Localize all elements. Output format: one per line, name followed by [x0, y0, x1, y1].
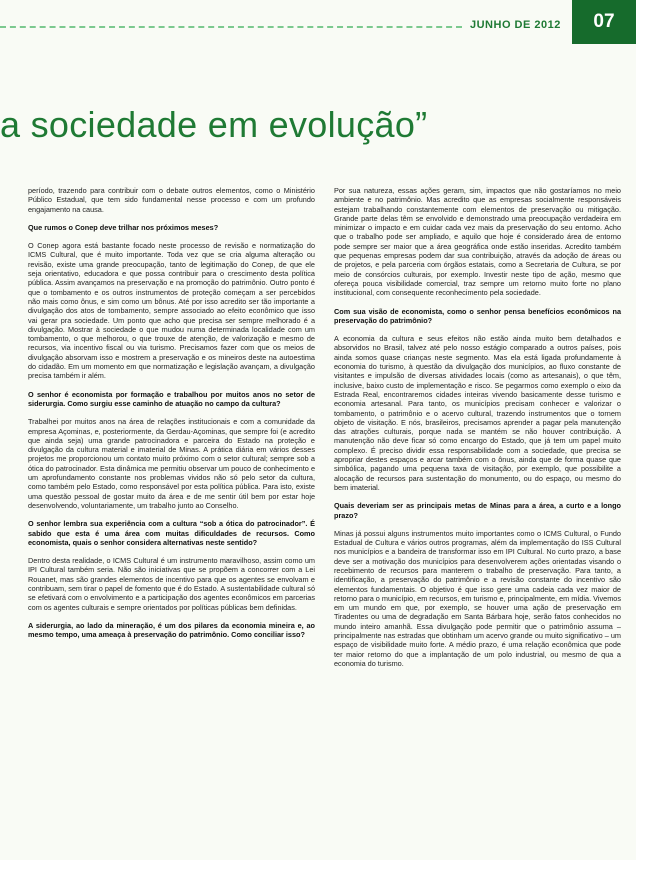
page-edge	[636, 0, 651, 878]
article-headline: a sociedade em evolução”	[0, 104, 428, 145]
paragraph: Por sua natureza, essas ações geram, sim, impactos que não gostaríamos no meio ambiente e no patrimônio. Mas acredito que as empresas socialmente responsáveis estejam trabalhando constantemente com elementos de preservação ou mitigação. Grande parte delas têm se envolvido e demonstrado uma preocupação verdadeira em minimizar o impacto e em cuidar cada vez mais da preservação do seu entorno. Acho que o trabalho pode ser ampliado, e aquilo que hoje é considerado área de entorno pode sempre ser maior que a área geográfica onde estão inseridas. Acredito também que pequenas empresas podem dar sua contribuição, através da adoção de áreas ou de projetos, e pela parceria com órgãos estatais, como a Secretaria de Cultura, se por meio de consórcios culturais, por exemplo. Investir neste tipo de ação, mesmo que ofereça pouca visibilidade comercial, traz sempre um retorno muito forte no plano institucional, com consequente reconhecimento pela sociedade.	[334, 186, 621, 298]
interview-question: Quais deveriam ser as principais metas de Minas para a área, a curto e a longo prazo?	[334, 501, 621, 520]
paragraph: A economia da cultura e seus efeitos não estão ainda muito bem detalhados e absorvidos no Brasil, talvez até pelo nosso estágio comparado a outros países, pois ainda somos quase crianças neste segmento. Mas ela está ligada profundamente à economia do turismo, à questão da divulgação dos municípios, ao fluxo constante de visitantes e impulsão de diversas atividades locais (como as artesanais), o que têm, inclusive, baixo custo de implementação e risco. Se pegarmos como exemplo o eixo da Estrada Real, encontraremos cidades inteiras vivendo basicamente desse turismo e economia artesanal. Para tanto, os municípios precisam conhecer e valorizar o tombamento, o patrimônio e o acervo cultural, trazendo instrumentos que o tornem objeto de visitação. E nós, brasileiros, precisamos aprender a pagar pela manutenção das atrações culturais, porque nada se mantém se não houver contribuição. A manutenção não deve ficar só como encargo do Estado, que já tem um papel muito complexo. É preciso dividir essa responsabilidade com a sociedade, que precisa se apropriar destes espaços e arcar também com o ônus, ainda que de forma quase que simbólica, pagando uma pequena taxa de visitação, por exemplo, que possibilite a alocação de recursos para sustentação do monumento, ou do espaço, ou mesmo do bem imaterial.	[334, 334, 621, 492]
paragraph: O Conep agora está bastante focado neste processo de revisão e normatização do ICMS Cultural, que é muito importante. Toda vez que se cria alguma alteração ou revisão, existe uma grande preocupação, tanto de legitimação do Conep, de que ele seja orientativo, educadora e que possa contribuir para o crescimento desta política pública. Assim avançamos na preservação e na promoção do patrimônio. Outro ponto é que o tombamento e os outros instrumentos de proteção começam a ser percebidos não mais como ônus, e sim como um bônus. Até por isso acredito ser tão importante a divulgação dos atos de tombamento, sempre associado ao efeito econômico que isso vai gerar pra sociedade. Um ponto que acho que precisa ser sempre melhorado é a divulgação. Mostrar à sociedade o que mudou numa determinada localidade com um tombamento, o que melhorou, o que trouxe de atenção, de valorização e mesmo de recursos, via incentivo fiscal ou via turismo. Precisamos fazer com que os meios de divulgação absorvam isso e mostrem a preservação e os mineiros deste na autoestima do cidadão. Em um momento em que normatização e legislação avançam, a divulgação precisa também ir além.	[28, 241, 315, 381]
paragraph: Dentro desta realidade, o ICMS Cultural é um instrumento maravilhoso, assim como um IPI Cultural também seria. Não são iniciativas que se propõem a concorrer com a Lei Rouanet, mas são grandes elementos de incentivo para que os agentes se envolvam e contribuam, sem tirar o papel de fomento que é do Estado. A sustentabilidade cultural só se efetivará com o envolvimento e a participação dos agentes econômicos em parcerias com os agentes culturais e sempre orientados por políticas públicas bem definidas.	[28, 556, 315, 612]
right-text-column	[334, 186, 621, 677]
interview-question: Com sua visão de economista, como o senhor pensa benefícios econômicos na preservação do patrimônio?	[334, 306, 621, 325]
header-dashed-rule	[0, 26, 462, 28]
left-text-column	[28, 186, 315, 648]
paragraph: Minas já possui alguns instrumentos muito importantes como o ICMS Cultural, o Fundo Estadual de Cultura e vários outros programas, além da implementação do ISS Cultural nos municípios e a bandeira de transformar isso em IPI Cultural. No curto prazo, a base deve ser a motivação dos municípios para desenvolverem ações orientadas visando o recebimento de recursos para manterem o trabalho de preservação. Para tanto, a identificação, a preservação do patrimônio e a revisão constante do incentivo são elementos fundamentais. O objetivo é que isso gere uma cadeia cada vez maior de retorno para o município, em recursos, em turismo e, principalmente, em mídia. Vivemos em um mundo em que, por exemplo, se houver uma ação de preservação em Tiradentes ou uma de degradação em Santa Bárbara hoje, serão fatos conhecidos no mundo inteiro amanhã. Essa divulgação pode permitir que o patrimônio assuma – principalmente nas estradas que obtinham um acervo grande ou muito significativo – um espaço de visibilidade muito forte. A médio prazo, é uma relação econômica que pode ter maior retorno do que a implantação de um polo industrial, ou mesmo de qua a economia do turismo.	[334, 528, 621, 668]
paragraph: período, trazendo para contribuir com o debate outros elementos, como o Ministério Público Estadual, que tem sido fundamental nesse processo e com um profundo engajamento na causa.	[28, 186, 315, 214]
interview-question: O senhor é economista por formação e trabalhou por muitos anos no setor de siderurgia. Como surgiu esse caminho de atuação no campo da cultura?	[28, 389, 315, 408]
page-number: 07	[572, 0, 636, 44]
paragraph: Trabalhei por muitos anos na área de relações institucionais e com a comunidade da empresa Açominas, e, posteriormente, da Gerdau-Açominas, que sempre foi (e acredito que ainda seja) uma grande patrocinadora e parceira do Estado na proteção e divulgação da cultura material e imaterial de Minas. A prática diária em vários desses projetos me proporcionou um contato muito próximo com o setor cultural; sempre sob a ótica do patrocinador. Esta dinâmica me permitiu observar um pouco de conhecimento e um aprofundamento constante nos problemas vividos não só pelo setor da cultura, como também pelo Estado, como responsável por esta política pública. Para isto, existe uma questão pessoal de gostar muito da área e de me sentir útil bem por estar hoje desenvolvendo, voluntariamente, um trabalho junto ao Conselho.	[28, 417, 315, 510]
page-bottom-margin	[0, 860, 636, 878]
interview-question: A siderurgia, ao lado da mineração, é um dos pilares da economia mineira e, ao mesmo tempo, uma ameaça à preservação do patrimônio. Como conciliar isso?	[28, 620, 315, 640]
interview-question: Que rumos o Conep deve trilhar nos próximos meses?	[28, 222, 219, 232]
interview-question: O senhor lembra sua experiência com a cultura “sob a ótica do patrocinador”. É sabido que esta é uma área com muitas dificuldades de recursos. Como economista, quais o senhor considera alternativas neste sentido?	[28, 519, 315, 547]
issue-date: JUNHO DE 2012	[470, 19, 561, 31]
